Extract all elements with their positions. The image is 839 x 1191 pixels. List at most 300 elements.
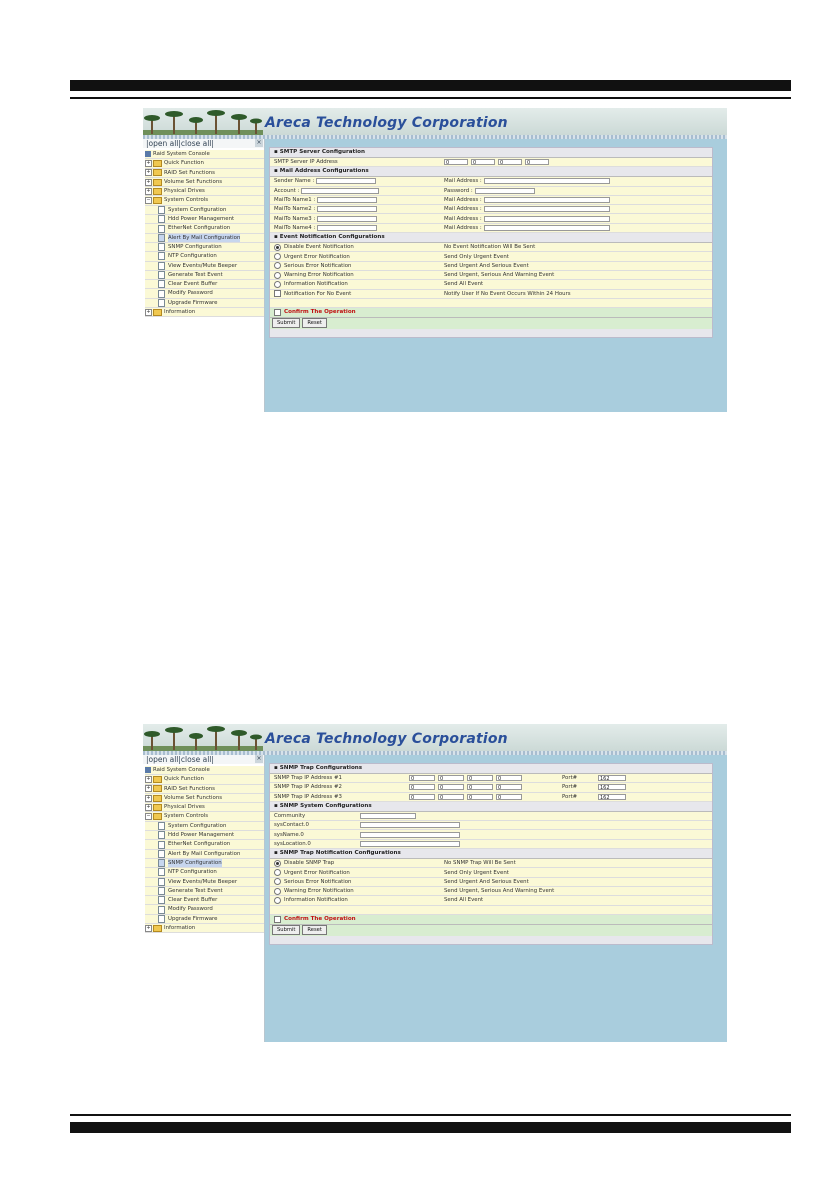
event-radio[interactable] [274, 262, 281, 269]
event-label: Information Notification [284, 897, 348, 904]
page-icon [158, 252, 165, 260]
sidebar-item-label: EtherNet Configuration [168, 841, 231, 848]
sidebar-item[interactable] [145, 280, 264, 289]
mail-right-cell [444, 188, 712, 194]
bottom-rule-thin [70, 1114, 791, 1116]
sidebar-item-label: Modify Password [168, 290, 213, 297]
sys-row [270, 812, 712, 821]
page-icon [158, 271, 165, 279]
event-row[interactable] [270, 868, 712, 877]
text-input[interactable] [360, 813, 416, 819]
port-input[interactable]: 162 [598, 794, 626, 800]
trap-label: SNMP Trap IP Address #3 [274, 793, 342, 800]
page-icon [158, 262, 165, 270]
sidebar-item-label: Generate Test Event [168, 271, 223, 278]
open-close-all[interactable] [143, 755, 264, 764]
page-icon [158, 850, 165, 858]
ip-octet-input[interactable]: 0 [438, 775, 464, 781]
sidebar-folder[interactable] [145, 159, 264, 168]
sys-label: Community [274, 813, 306, 820]
sidebar-folder-label: Physical Drives [164, 188, 205, 195]
mail-left-cell [270, 188, 444, 194]
ip-octet-input[interactable]: 0 [498, 159, 522, 165]
sidebar-item[interactable] [145, 215, 264, 224]
sidebar-folder[interactable] [145, 169, 264, 178]
section-header-trap: ▪ SNMP Trap Configurations [270, 764, 712, 774]
event-row[interactable] [270, 280, 712, 289]
event-radio[interactable] [274, 860, 281, 867]
folder-icon [153, 813, 162, 820]
banner [143, 724, 727, 754]
text-input[interactable] [317, 197, 377, 203]
main-panel [265, 755, 727, 1042]
text-input[interactable] [317, 206, 377, 212]
page-icon [158, 906, 165, 914]
sidebar-item-label: Hdd Power Management [168, 832, 235, 839]
ip-octet-input[interactable]: 0 [467, 784, 493, 790]
folder-icon [153, 925, 162, 932]
sys-label: sysContact.0 [274, 822, 309, 829]
ip-octet-input[interactable]: 0 [471, 159, 495, 165]
port-input[interactable]: 162 [598, 775, 626, 781]
tree-root[interactable] [145, 150, 264, 159]
page-icon [158, 822, 165, 830]
sidebar-folder-label: System Controls [164, 813, 209, 820]
text-input[interactable] [484, 206, 610, 212]
trap-fields [409, 784, 712, 790]
ip-octet-input[interactable]: 0 [467, 775, 493, 781]
sidebar-item[interactable] [145, 822, 264, 831]
sidebar-folder-label: System Controls [164, 197, 209, 204]
event-label: Disable SNMP Trap [284, 860, 335, 867]
ip-octet-input[interactable]: 0 [496, 794, 522, 800]
mail-right-label: Mail Address : [444, 224, 482, 231]
event-row[interactable] [270, 887, 712, 896]
mail-row [270, 196, 712, 205]
folder-icon [153, 776, 162, 783]
event-desc-cell [444, 860, 712, 866]
submit-button[interactable]: Submit [272, 318, 300, 328]
page-icon [158, 831, 165, 839]
confirm-checkbox[interactable] [274, 309, 281, 316]
page-icon [158, 215, 165, 223]
page-icon [158, 290, 165, 298]
event-label: Urgent Error Notification [284, 253, 350, 260]
main-panel [265, 139, 727, 412]
sys-field-cell [360, 832, 712, 838]
text-input[interactable] [484, 216, 610, 222]
page-icon [158, 887, 165, 895]
section-title: SNMP Trap Configurations [279, 765, 363, 771]
sidebar-item[interactable] [145, 905, 264, 914]
sidebar-folder-label: Quick Function [164, 160, 204, 167]
section-title: SNMP Trap Notification Configurations [279, 850, 401, 857]
palm-trees-image [143, 108, 263, 138]
text-input[interactable] [484, 178, 610, 184]
port-label: Port# [562, 775, 578, 782]
spacer-row [270, 906, 712, 915]
sidebar-item-label: Alert By Mail Configuration [168, 850, 241, 857]
event-radio[interactable] [274, 878, 281, 885]
event-desc-cell [444, 879, 712, 885]
sidebar-item[interactable] [145, 868, 264, 877]
sidebar-item-label: NTP Configuration [168, 869, 217, 876]
folder-icon [153, 188, 162, 195]
confirm-checkbox[interactable] [274, 916, 281, 923]
expand-icon[interactable]: + [146, 775, 151, 782]
mail-left-label: MailTo Name4 : [274, 224, 316, 231]
event-rows [270, 243, 712, 299]
sidebar-item-label: System Configuration [168, 206, 227, 213]
event-description: Send Only Urgent Event [444, 253, 509, 260]
sidebar-folder[interactable] [145, 812, 264, 821]
event-left-cell [270, 281, 444, 288]
mail-right-cell [444, 225, 712, 231]
event-desc-cell [444, 888, 712, 894]
event-radio[interactable] [274, 244, 281, 251]
mail-left-cell [270, 216, 444, 222]
sidebar-folder-information[interactable] [145, 308, 264, 317]
sidebar-item[interactable] [145, 831, 264, 840]
section-header-mail: ▪ Mail Address Configurations [270, 167, 712, 177]
page-icon [158, 243, 165, 251]
form-footer [270, 936, 712, 944]
confirm-row[interactable] [270, 915, 712, 925]
section-title: SMTP Server Configuration [279, 149, 365, 155]
event-row[interactable] [270, 290, 712, 299]
sidebar-folder-label: Volume Set Functions [164, 794, 223, 801]
sidebar-folder-label: Information [164, 309, 196, 316]
page-icon [158, 234, 165, 242]
expand-icon[interactable]: + [146, 187, 151, 194]
reset-button[interactable]: Reset [302, 925, 327, 935]
button-row [270, 318, 712, 329]
sys-label-cell [270, 841, 360, 847]
tree-root-label: Raid System Console [153, 767, 210, 773]
sidebar-item-label: Generate Test Event [168, 887, 223, 894]
sidebar-item-label: Upgrade Firmware [168, 299, 218, 306]
sidebar-item[interactable] [145, 243, 264, 252]
sidebar-item-label: EtherNet Configuration [168, 225, 231, 232]
screenshot-snmp-config [143, 724, 727, 1042]
tree-root-label: Raid System Console [153, 151, 210, 157]
event-left-cell [270, 860, 444, 867]
mail-right-cell [444, 178, 712, 184]
console-icon [145, 151, 151, 157]
sidebar-item-label: SNMP Configuration [168, 859, 222, 866]
event-left-cell [270, 272, 444, 279]
sidebar-folder[interactable] [145, 187, 264, 196]
event-row[interactable] [270, 271, 712, 280]
event-desc-cell [444, 897, 712, 903]
trap-label: SNMP Trap IP Address #2 [274, 784, 342, 791]
event-radio[interactable] [274, 869, 281, 876]
mail-left-label: Sender Name : [274, 178, 315, 185]
sidebar-item[interactable] [145, 271, 264, 280]
expand-icon[interactable]: + [146, 803, 151, 810]
event-desc-cell [444, 272, 712, 278]
mail-form [269, 147, 713, 338]
sidebar-folder-label: RAID Set Functions [164, 785, 215, 792]
sidebar-item[interactable] [145, 887, 264, 896]
sidebar-folder[interactable] [145, 178, 264, 187]
mail-left-label: Account : [274, 187, 300, 194]
bottom-rule-thick [70, 1122, 791, 1133]
sidebar-item-label: Upgrade Firmware [168, 915, 218, 922]
event-row[interactable] [270, 262, 712, 271]
text-input[interactable] [316, 178, 376, 184]
sidebar [143, 755, 265, 1042]
sidebar-folder[interactable] [145, 794, 264, 803]
event-desc-cell [444, 281, 712, 287]
close-icon[interactable]: × [256, 139, 262, 146]
sidebar-item[interactable] [145, 224, 264, 233]
submit-button[interactable]: Submit [272, 925, 300, 935]
event-label: Serious Error Notification [284, 262, 352, 269]
sys-label-cell [270, 813, 360, 819]
mail-left-cell [270, 178, 444, 184]
brand-title: Areca Technology Corporation [265, 731, 508, 747]
open-close-link[interactable]: |open all|close all| [146, 755, 214, 764]
confirm-label: Confirm The Operation [284, 309, 356, 316]
event-left-cell [270, 878, 444, 885]
sys-row [270, 821, 712, 830]
trap-row [270, 774, 712, 783]
event-desc-cell [444, 291, 712, 297]
sidebar-item[interactable] [145, 289, 264, 298]
ip-octet-input[interactable]: 0 [409, 794, 435, 800]
page-icon [158, 915, 165, 923]
event-radio[interactable] [274, 897, 281, 904]
system-rows [270, 812, 712, 849]
smtp-ip-fields [444, 159, 712, 165]
event-radio[interactable] [274, 272, 281, 279]
event-left-cell [270, 869, 444, 876]
page-icon [158, 299, 165, 307]
text-input[interactable] [301, 188, 379, 194]
expand-icon[interactable]: + [146, 794, 151, 801]
mail-left-label: MailTo Name3 : [274, 215, 316, 222]
event-left-cell [270, 253, 444, 260]
expand-icon[interactable]: + [146, 178, 151, 185]
event-radio[interactable] [274, 281, 281, 288]
port-label: Port# [562, 784, 578, 791]
sidebar-item-label: View Events/Mute Beeper [168, 878, 238, 885]
mail-left-label: MailTo Name2 : [274, 206, 316, 213]
sidebar-item[interactable] [145, 896, 264, 905]
open-close-link[interactable]: |open all|close all| [146, 139, 214, 148]
sidebar-item[interactable] [145, 840, 264, 849]
expand-icon[interactable]: + [146, 924, 151, 931]
ip-octet-input[interactable]: 0 [467, 794, 493, 800]
ip-octet-input[interactable]: 0 [525, 159, 549, 165]
folder-icon [153, 160, 162, 167]
mail-row [270, 205, 712, 214]
event-desc-cell [444, 263, 712, 269]
text-input[interactable] [317, 225, 377, 231]
text-input[interactable] [317, 216, 377, 222]
sidebar-item[interactable] [145, 850, 264, 859]
sidebar-item-label: Modify Password [168, 906, 213, 913]
text-input[interactable] [360, 841, 460, 847]
open-close-all[interactable] [143, 139, 264, 148]
text-input[interactable] [484, 225, 610, 231]
page-icon [158, 859, 165, 867]
event-left-cell [270, 244, 444, 251]
confirm-row[interactable] [270, 308, 712, 318]
mail-right-label: Mail Address : [444, 178, 482, 185]
expand-icon[interactable]: + [146, 785, 151, 792]
ip-octet-input[interactable]: 0 [438, 784, 464, 790]
form-footer [270, 329, 712, 337]
sidebar-folder-label: Quick Function [164, 776, 204, 783]
page-icon [158, 878, 165, 886]
sidebar-item[interactable] [145, 299, 264, 308]
sidebar-folder[interactable] [145, 803, 264, 812]
mail-left-label: MailTo Name1 : [274, 197, 316, 204]
folder-icon [153, 197, 162, 204]
mail-right-cell [444, 216, 712, 222]
event-row[interactable] [270, 878, 712, 887]
sidebar-folder-label: Information [164, 925, 196, 932]
mail-right-label: Password : [444, 187, 473, 194]
sidebar-item[interactable] [145, 234, 264, 243]
sidebar-item-label: View Events/Mute Beeper [168, 262, 238, 269]
ip-octet-input[interactable]: 0 [438, 794, 464, 800]
ip-octet-input[interactable]: 0 [409, 775, 435, 781]
event-row[interactable] [270, 859, 712, 868]
sidebar-folder[interactable] [145, 785, 264, 794]
tree-root[interactable] [145, 766, 264, 775]
event-description: Send Urgent, Serious And Warning Event [444, 888, 555, 895]
event-radio[interactable] [274, 888, 281, 895]
event-description: Send Urgent, Serious And Warning Event [444, 272, 555, 279]
nav-tree [143, 150, 264, 317]
expand-icon[interactable]: + [146, 308, 151, 315]
sys-label: sysLocation.0 [274, 840, 311, 847]
expand-icon[interactable]: − [146, 197, 151, 204]
sys-row [270, 840, 712, 849]
mail-right-cell [444, 206, 712, 212]
text-input[interactable] [475, 188, 535, 194]
sidebar-folder[interactable] [145, 775, 264, 784]
mail-row [270, 187, 712, 196]
expand-icon[interactable]: − [146, 813, 151, 820]
sidebar-item[interactable] [145, 859, 264, 868]
folder-icon [153, 309, 162, 316]
event-row[interactable] [270, 252, 712, 261]
sys-label-cell [270, 832, 360, 838]
event-description: Send Urgent And Serious Event [444, 262, 529, 269]
sidebar-item-label: Clear Event Buffer [168, 897, 218, 904]
section-title: Event Notification Configurations [279, 234, 385, 241]
sidebar-folder-information[interactable] [145, 924, 264, 933]
sys-label: sysName.0 [274, 831, 304, 838]
sidebar-item[interactable] [145, 878, 264, 887]
text-input[interactable] [360, 832, 460, 838]
sidebar-item[interactable] [145, 206, 264, 215]
sidebar-item-label: System Configuration [168, 822, 227, 829]
palm-trees-image [143, 724, 263, 754]
smtp-label: SMTP Server IP Address [274, 159, 338, 166]
brand-title: Areca Technology Corporation [265, 115, 508, 131]
screenshot-mail-config [143, 108, 727, 412]
ip-octet-input[interactable]: 0 [496, 775, 522, 781]
page-icon [158, 868, 165, 876]
folder-icon [153, 795, 162, 802]
section-header-event: ▪ Event Notification Configurations [270, 233, 712, 243]
event-desc-cell [444, 254, 712, 260]
folder-icon [153, 785, 162, 792]
page-icon [158, 280, 165, 288]
reset-button[interactable]: Reset [302, 318, 327, 328]
section-header-notif: ▪ SNMP Trap Notification Configurations [270, 849, 712, 859]
event-left-cell [270, 290, 444, 297]
trap-rows [270, 774, 712, 802]
smtp-row [270, 158, 712, 167]
event-description: No Event Notification Will Be Sent [444, 244, 536, 251]
sidebar-item[interactable] [145, 262, 264, 271]
text-input[interactable] [484, 197, 610, 203]
trap-fields [409, 775, 712, 781]
folder-icon [153, 169, 162, 176]
event-label: Serious Error Notification [284, 878, 352, 885]
close-icon[interactable]: × [256, 755, 262, 762]
spacer-row [270, 299, 712, 308]
section-header-system: ▪ SNMP System Configurations [270, 802, 712, 812]
trap-notif-rows [270, 859, 712, 905]
ip-octet-input[interactable]: 0 [444, 159, 468, 165]
sys-field-cell [360, 841, 712, 847]
sidebar-item[interactable] [145, 915, 264, 924]
trap-label-cell [270, 794, 409, 800]
event-left-cell [270, 897, 444, 904]
sidebar-folder[interactable] [145, 196, 264, 205]
sidebar [143, 139, 265, 412]
sidebar-item-label: Hdd Power Management [168, 216, 235, 223]
event-desc-cell [444, 870, 712, 876]
event-checkbox[interactable] [274, 290, 281, 297]
event-row[interactable] [270, 243, 712, 252]
event-row[interactable] [270, 896, 712, 905]
top-rule-thin [70, 97, 791, 99]
mail-right-cell [444, 197, 712, 203]
page-icon [158, 225, 165, 233]
ip-octet-input[interactable]: 0 [496, 784, 522, 790]
event-label: Warning Error Notification [284, 272, 354, 279]
expand-icon[interactable]: + [146, 159, 151, 166]
section-header-smtp: ▪ SMTP Server Configuration [270, 148, 712, 158]
mail-left-cell [270, 197, 444, 203]
sidebar-item-label: NTP Configuration [168, 253, 217, 260]
event-radio[interactable] [274, 253, 281, 260]
sidebar-item-label: SNMP Configuration [168, 243, 222, 250]
port-input[interactable]: 162 [598, 784, 626, 790]
mail-rows [270, 177, 712, 233]
folder-icon [153, 179, 162, 186]
mail-right-label: Mail Address : [444, 215, 482, 222]
nav-tree [143, 766, 264, 933]
sidebar-folder-label: Physical Drives [164, 804, 205, 811]
event-description: Send All Event [444, 897, 484, 904]
event-label: Disable Event Notification [284, 244, 354, 251]
sys-field-cell [360, 822, 712, 828]
expand-icon[interactable]: + [146, 169, 151, 176]
sidebar-item[interactable] [145, 252, 264, 261]
ip-octet-input[interactable]: 0 [409, 784, 435, 790]
text-input[interactable] [360, 822, 460, 828]
top-rule-thick [70, 80, 791, 91]
